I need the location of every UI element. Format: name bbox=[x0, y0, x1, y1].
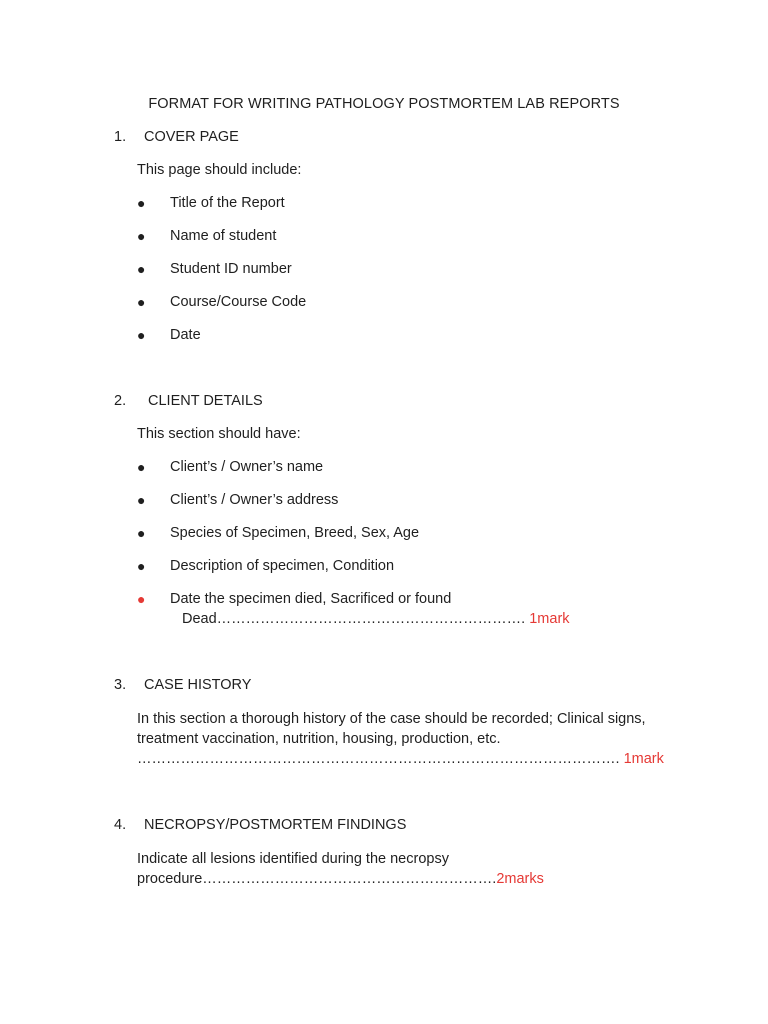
section-3-number: 3. bbox=[114, 677, 127, 693]
dotted-leader: ………………………………………………………………………………………. bbox=[137, 751, 620, 767]
bullet-icon: ● bbox=[137, 294, 146, 310]
section-3-dotted-line bbox=[137, 750, 664, 768]
section-1-number: 1. bbox=[114, 129, 127, 145]
section-2-number: 2. bbox=[114, 393, 127, 409]
section-3-paragraph-line: treatment vaccination, nutrition, housing, production, etc. bbox=[137, 731, 501, 747]
section-1-item: Date bbox=[170, 327, 201, 343]
marks-label: 1mark bbox=[623, 751, 664, 767]
section-1-item: Course/Course Code bbox=[170, 294, 307, 310]
section-2-item: Description of specimen, Condition bbox=[170, 558, 395, 574]
bullet-icon: ● bbox=[137, 327, 146, 343]
bullet-icon: ● bbox=[137, 195, 146, 211]
section-1-item: Student ID number bbox=[170, 261, 292, 277]
section-2-item: Date the specimen died, Sacrificed or found bbox=[170, 591, 452, 607]
section-2-item: Species of Specimen, Breed, Sex, Age bbox=[170, 525, 420, 541]
section-2-item-continuation bbox=[182, 610, 570, 628]
section-3-heading: CASE HISTORY bbox=[144, 677, 252, 693]
section-1-intro: This page should include: bbox=[137, 162, 302, 178]
section-2-item: Client’s / Owner’s name bbox=[170, 459, 324, 475]
bullet-icon-red: ● bbox=[137, 591, 146, 607]
section-4-number: 4. bbox=[114, 817, 127, 833]
marks-label: 2marks bbox=[496, 871, 544, 887]
section-2-item: Client’s / Owner’s address bbox=[170, 492, 339, 508]
continuation-text: Dead………………………………………………………. bbox=[182, 611, 526, 627]
bullet-icon: ● bbox=[137, 492, 146, 508]
section-1-item: Name of student bbox=[170, 228, 277, 244]
bullet-icon: ● bbox=[137, 525, 146, 541]
section-1-item: Title of the Report bbox=[170, 195, 285, 211]
bullet-icon: ● bbox=[137, 228, 146, 244]
section-1-heading: COVER PAGE bbox=[144, 129, 239, 145]
section-4-paragraph-line bbox=[137, 870, 544, 888]
section-2-intro: This section should have: bbox=[137, 426, 301, 442]
bullet-icon: ● bbox=[137, 459, 146, 475]
document-title: FORMAT FOR WRITING PATHOLOGY POSTMORTEM LAB REPORTS bbox=[148, 96, 620, 112]
bullet-icon: ● bbox=[137, 261, 146, 277]
section-3-paragraph-line: In this section a thorough history of the case should be recorded; Clinical signs, bbox=[137, 711, 646, 727]
section-2-heading: CLIENT DETAILS bbox=[148, 393, 263, 409]
section-4-heading: NECROPSY/POSTMORTEM FINDINGS bbox=[144, 817, 407, 833]
marks-label: 1mark bbox=[529, 611, 570, 627]
section-4-paragraph-line: Indicate all lesions identified during the necropsy bbox=[137, 851, 449, 867]
procedure-text: procedure……………………………………………………. bbox=[137, 871, 497, 887]
bullet-icon: ● bbox=[137, 558, 146, 574]
